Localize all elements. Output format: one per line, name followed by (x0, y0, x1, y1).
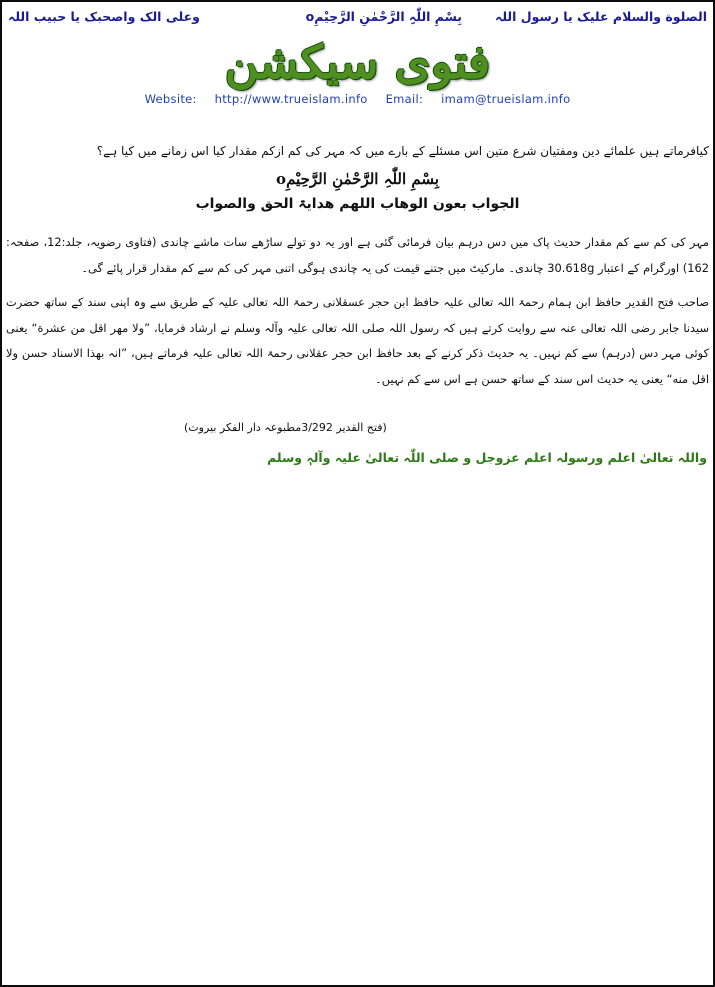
email-label: Email: (385, 92, 424, 106)
email-link[interactable]: imam@trueislam.info (441, 92, 571, 106)
reference-citation: (فتح القدیر 3/292مطبوعہ دار الفکر بیروت) (184, 421, 387, 434)
header-salutation: وعلی الک واصحبک یا حبیب اللہ (8, 9, 200, 24)
header-bismillah: بِسْمِ اللّٰہِ الرَّحْمٰنِ الرَّحِیْمِo (305, 9, 462, 24)
page-title: فتوی سیکشن (224, 35, 491, 89)
website-link[interactable]: http://www.trueislam.info (214, 92, 368, 106)
answer-paragraph-1: مہر کی کم سے کم مقدار حدیث پاک میں دس درہم بیان فرمائی گئی ہے اور یہ دو تولے ساڑھے سات ماشے چاندی (فتاوی رضویہ، جلد:12، صفحہ: 162) اورگرام کے اعتبار 30.618g چاندی۔ مارکیٹ میں جتنے قیمت کی یہ چاندی ہوگی اتنی مہر کی کم سے کم مقدار قرار پائے گی۔ (6, 235, 709, 275)
question-text: کیافرماتے ہیں علمائے دین ومفتیان شرع متین اس مسئلے کے بارے میں کہ مہر کی کم ازکم مقدار کیا اس زمانے میں کیا ہے؟ (96, 144, 709, 158)
answer-heading: الجواب بعون الوھاب اللھم ھدایۃ الحق والصواب (195, 196, 520, 212)
contact-line (0, 92, 715, 106)
header-line (8, 9, 707, 27)
header-durood: الصلوة والسلام علیک یا رسول اللہ (495, 9, 707, 24)
answer-bismillah: بِسْمِ اللّٰہِ الرَّحْمٰنِ الرَّحِیْمِo (276, 170, 439, 188)
website-label: Website: (144, 92, 197, 106)
closing-line: واللہ تعالیٰ اعلم ورسولہ اعلم عزوجل و صلی اللّٰہ تعالیٰ علیہ وآلہٖ وسلم (267, 450, 707, 465)
answer-paragraph-2: صاحب فتح القدیر حافظ ابن ہمام رحمۃ اللہ تعالی علیہ حافظ ابن حجر عسقلانی رحمۃ اللہ تعالی علیہ کے طریق سے وہ اپنی سند کے ساتھ حضرت سیدنا جابر رضی اللہ تعالی عنہ سے روایت کرتے ہیں کہ رسول اللہ صلی اللہ تعالی علیہ وآلہ وسلم نے ارشاد فرمایا، ”ولا مهر اقل من عشرة“ یعنی کوئی مہر دس (درہم) سے کم نہیں۔ یہ حدیث ذکر کرنے کے بعد حافظ ابن حجر عقلانی رحمۃ اللہ تعالی علیہ فرماتے ہیں، ”انہ بھذا الاسناد حسن ولا اقل منه“ یعنی یہ حدیث اس سند کے ساتھ حسن ہے اس سے کم نہیں۔ (6, 295, 709, 386)
